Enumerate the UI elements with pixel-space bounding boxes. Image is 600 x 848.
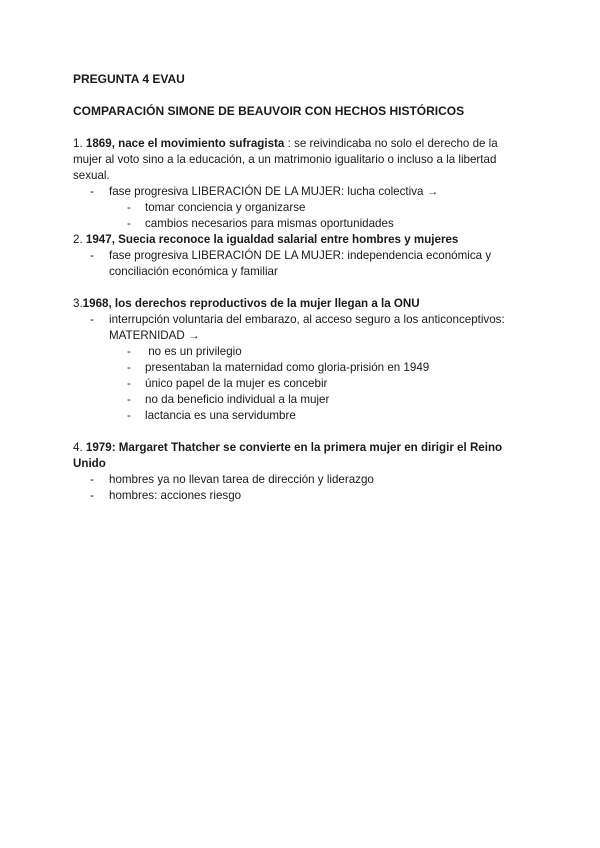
sub-bullet-dash: -	[127, 377, 131, 390]
sub-bullet-dash: -	[127, 345, 131, 358]
section-3-sub-1: no es un privilegio	[145, 345, 242, 358]
section-1-text-2: mujer al voto sino a la educación, a un matrimonio igualitario o incluso a la libertad	[73, 153, 497, 166]
document-title: PREGUNTA 4 EVAU	[73, 72, 185, 86]
section-1-sub-2: cambios necesarios para mismas oportunidades	[145, 217, 394, 230]
section-1-heading: 1869, nace el movimiento sufragista	[85, 137, 285, 150]
section-2-bullet-1-line-1: fase progresiva LIBERACIÓN DE LA MUJER: independencia económica y	[109, 249, 492, 262]
bullet-dash: -	[90, 313, 94, 326]
sub-bullet-dash: -	[127, 201, 131, 214]
section-3-heading: 1968, los derechos reproductivos de la mujer llegan a la ONU	[82, 297, 420, 310]
section-1-text-1: : se reivindicaba no solo el derecho de la	[284, 137, 498, 150]
section-4-heading-2: Unido	[73, 457, 106, 470]
bullet-dash: -	[90, 489, 94, 502]
section-3-bullet-1-line-2: MATERNIDAD →	[109, 329, 200, 342]
section-4-heading-1: 1979: Margaret Thatcher se convierte en la primera mujer en dirigir el Reino	[85, 441, 503, 454]
section-3-line-1	[73, 296, 420, 312]
section-3-sub-5: lactancia es una servidumbre	[145, 409, 296, 422]
section-2-bullet-1-line-2: conciliación económica y familiar	[109, 265, 278, 278]
section-3-sub-3: único papel de la mujer es concebir	[145, 377, 328, 390]
section-1-bullet-1: fase progresiva LIBERACIÓN DE LA MUJER: lucha colectiva →	[109, 185, 439, 198]
section-1-number: 1.	[73, 137, 83, 150]
section-2-number: 2.	[73, 233, 83, 246]
section-2-line-1	[73, 232, 458, 248]
section-3-bullet-1-line-1: interrupción voluntaria del embarazo, al acceso seguro a los anticonceptivos:	[109, 313, 505, 326]
section-3-number: 3.	[73, 297, 83, 310]
section-2-heading: 1947, Suecia reconoce la igualdad salarial entre hombres y mujeres	[85, 233, 459, 246]
section-1-text-3: sexual.	[73, 169, 110, 182]
section-4-bullet-1: hombres ya no llevan tarea de dirección y liderazgo	[109, 473, 374, 486]
document-subtitle: COMPARACIÓN SIMONE DE BEAUVOIR CON HECHOS HISTÓRICOS	[73, 104, 465, 118]
bullet-dash: -	[90, 473, 94, 486]
sub-bullet-dash: -	[127, 361, 131, 374]
sub-bullet-dash: -	[127, 409, 131, 422]
bullet-dash: -	[90, 185, 94, 198]
section-1-sub-1: tomar conciencia y organizarse	[145, 201, 306, 214]
section-4-line-1	[73, 440, 502, 456]
sub-bullet-dash: -	[127, 217, 131, 230]
section-3-sub-2: presentaban la maternidad como gloria-prisión en 1949	[145, 361, 430, 374]
section-4-line-2	[73, 456, 106, 472]
section-4-number: 4.	[73, 441, 83, 454]
section-4-bullet-2: hombres: acciones riesgo	[109, 489, 242, 502]
section-1-line-1	[73, 136, 498, 152]
section-3-sub-4: no da beneficio individual a la mujer	[145, 393, 330, 406]
bullet-dash: -	[90, 249, 94, 262]
sub-bullet-dash: -	[127, 393, 131, 406]
